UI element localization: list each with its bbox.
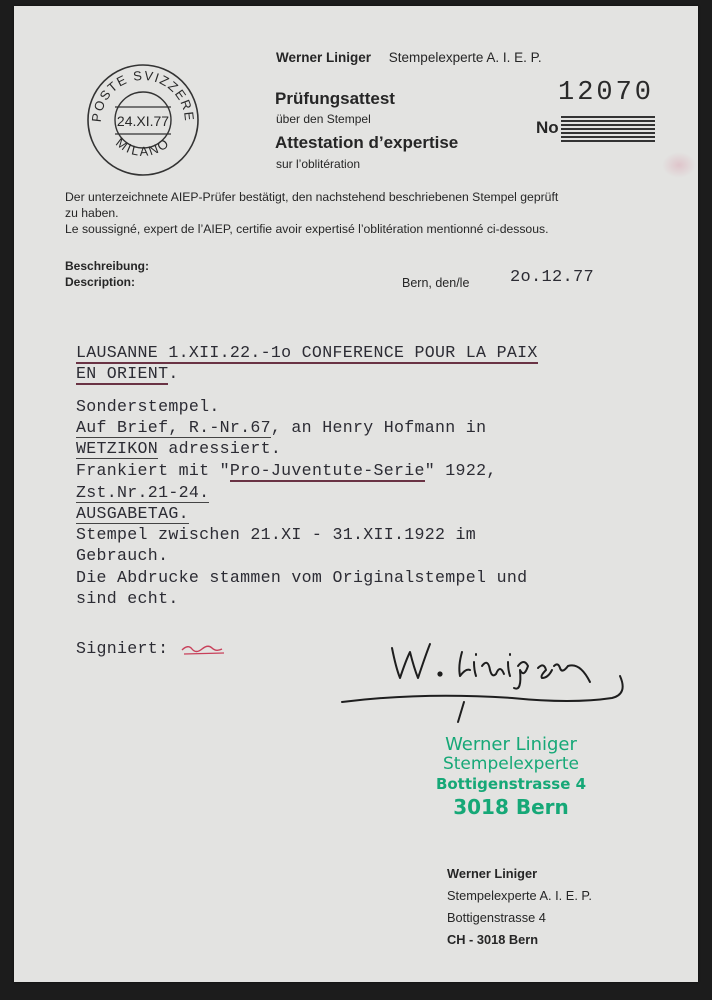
body-line-11: Die Abdrucke stammen vom Originalstempel und (76, 568, 528, 587)
red-initials-mark (180, 640, 230, 658)
footer-title: Stempelexperte A. I. E. P. (447, 888, 592, 903)
certificate-title-fr: Attestation d’expertise (275, 133, 459, 152)
signed-label: Signiert: (76, 639, 169, 658)
body-line-2: EN ORIENT. (76, 364, 179, 383)
description-label-de: Beschreibung: (65, 259, 150, 273)
certificate-page (14, 6, 698, 982)
svg-text:MILANO (113, 135, 173, 159)
footer-street: Bottigenstrasse 4 (447, 910, 546, 925)
certificate-subtitle-fr: sur l’oblitération (276, 157, 361, 171)
postmark-top-text: POSTE SVIZZERE (88, 67, 198, 123)
body-line-5: WETZIKON adressiert. (76, 439, 282, 458)
intro-fr-line: Le soussigné, expert de l’AIEP, certifie avoir expertisé l’oblitération mentionné ci-dessous. (65, 222, 549, 236)
green-stamp-name: Werner Liniger (445, 734, 577, 755)
certificate-date: 2o.12.77 (510, 268, 595, 287)
body-line-7: Zst.Nr.21-24. (76, 483, 210, 502)
green-stamp-title: Stempelexperte (442, 754, 580, 774)
body-line-1: LAUSANNE 1.XII.22.-1o CONFERENCE POUR LA PAIX (76, 343, 538, 362)
intro-de-line2: zu haben. (65, 206, 119, 220)
body-line-8: AUSGABETAG. (76, 504, 189, 523)
body-line-2-underlined: EN ORIENT (76, 364, 169, 383)
body-line-9: Stempel zwischen 21.XI - 31.XII.1922 im (76, 525, 477, 544)
ink-smudge (662, 152, 696, 178)
header-expert-line (276, 50, 542, 65)
postmark-bottom-text: MILANO (113, 134, 173, 160)
postmark-date: 24.XI.77 (116, 113, 170, 129)
number-label: No (536, 118, 559, 137)
green-stamp-city: 3018 Bern (453, 795, 569, 819)
certificate-title-de: Prüfungsattest (275, 89, 395, 108)
header-name: Werner Liniger (276, 50, 372, 65)
body-line-3: Sonderstempel. (76, 397, 220, 416)
body-line-6: Frankiert mit "Pro-Juventute-Serie" 1922, (76, 461, 497, 480)
description-label-fr: Description: (65, 275, 136, 289)
handwritten-signature (314, 626, 644, 726)
body-line-10: Gebrauch. (76, 546, 169, 565)
green-stamp-street: Bottigenstrasse 4 (435, 775, 587, 793)
footer-name: Werner Liniger (447, 866, 538, 881)
postmark-stamp (83, 60, 203, 180)
certificate-number: 12070 (558, 78, 655, 108)
number-field-lines (561, 116, 655, 142)
certificate-subtitle-de: über den Stempel (276, 112, 371, 126)
place-label: Bern, den/le (402, 276, 470, 290)
header-title: Stempelexperte A. I. E. P. (388, 50, 542, 65)
footer-city: CH - 3018 Bern (447, 932, 539, 947)
body-line-4: Auf Brief, R.-Nr.67, an Henry Hofmann in (76, 418, 487, 437)
intro-de-line1: Der unterzeichnete AIEP-Prüfer bestätigt, den nachstehend beschriebenen Stempel geprüft (65, 190, 559, 204)
body-line-12: sind echt. (76, 589, 179, 608)
